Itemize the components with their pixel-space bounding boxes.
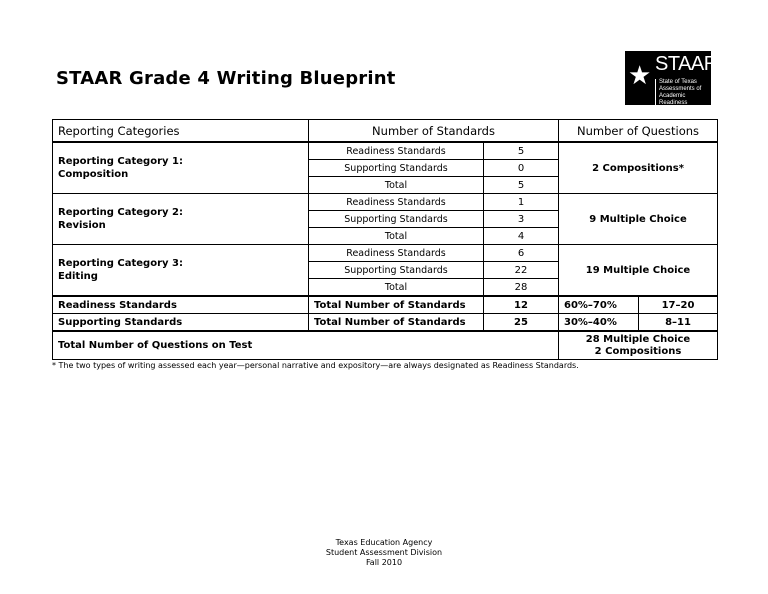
header-number-of-questions: Number of Questions (559, 120, 718, 143)
footer-division: Student Assessment Division (325, 548, 443, 557)
category-name: Reporting Category 3: Editing (53, 245, 309, 297)
standard-count: 0 (484, 160, 559, 177)
standard-label: Readiness Standards (309, 142, 484, 160)
standard-label: Total (309, 228, 484, 245)
summary-label: Readiness Standards (53, 296, 309, 314)
category-questions: 2 Compositions* (559, 142, 718, 194)
table-header-row (53, 120, 718, 143)
standard-count: 6 (484, 245, 559, 262)
summary-range: 8–11 (639, 314, 718, 332)
summary-total-label: Total Number of Standards (309, 314, 484, 332)
summary-percent: 60%–70% (559, 296, 639, 314)
standard-count: 5 (484, 142, 559, 160)
category-questions: 19 Multiple Choice (559, 245, 718, 297)
page-title: STAAR Grade 4 Writing Blueprint (56, 68, 396, 89)
standard-label: Supporting Standards (309, 211, 484, 228)
category-questions: 9 Multiple Choice (559, 194, 718, 245)
footer-agency: Texas Education Agency (335, 538, 433, 547)
standard-count: 4 (484, 228, 559, 245)
category-name: Reporting Category 2: Revision (53, 194, 309, 245)
table-row (53, 245, 718, 262)
standard-label: Readiness Standards (309, 194, 484, 211)
standard-label: Supporting Standards (309, 262, 484, 279)
page-footer (284, 538, 484, 568)
summary-range: 17–20 (639, 296, 718, 314)
summary-total: 25 (484, 314, 559, 332)
summary-percent: 30%–40% (559, 314, 639, 332)
summary-row-supporting (53, 314, 718, 332)
summary-row-readiness (53, 296, 718, 314)
total-questions-value: 28 Multiple Choice 2 Compositions (559, 331, 718, 360)
standard-label: Readiness Standards (309, 245, 484, 262)
summary-total: 12 (484, 296, 559, 314)
standard-count: 28 (484, 279, 559, 297)
summary-total-label: Total Number of Standards (309, 296, 484, 314)
footnote: * The two types of writing assessed each year—personal narrative and expository—are always designated as Readiness Standards. (52, 361, 579, 370)
standard-count: 5 (484, 177, 559, 194)
blueprint-table (52, 119, 718, 360)
total-questions-label: Total Number of Questions on Test (53, 331, 559, 360)
total-questions-row (53, 331, 718, 360)
standard-count: 3 (484, 211, 559, 228)
staar-logo (625, 51, 718, 106)
footer-date: Fall 2010 (365, 558, 403, 567)
header-number-of-standards: Number of Standards (309, 120, 559, 143)
logo-subtitle: State of Texas Assessments of Academic Readiness (655, 79, 711, 107)
standard-label: Total (309, 177, 484, 194)
standard-label: Total (309, 279, 484, 297)
summary-label: Supporting Standards (53, 314, 309, 332)
table-row (53, 142, 718, 160)
logo-word: STAAR (655, 53, 718, 75)
standard-count: 22 (484, 262, 559, 279)
header-reporting-categories: Reporting Categories (53, 120, 309, 143)
standard-count: 1 (484, 194, 559, 211)
standard-label: Supporting Standards (309, 160, 484, 177)
star-icon: ★ (628, 61, 652, 91)
category-name: Reporting Category 1: Composition (53, 142, 309, 194)
table-row (53, 194, 718, 211)
